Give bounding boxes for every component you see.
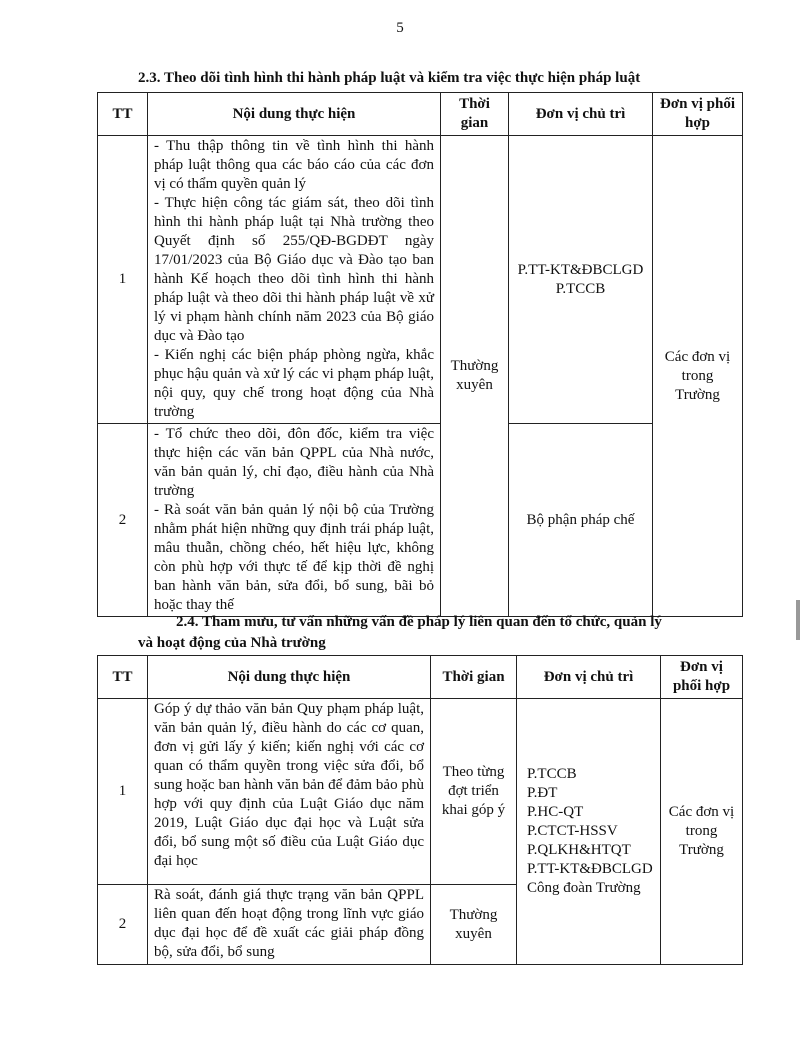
- lead-unit-item: P.TCCB: [555, 280, 606, 297]
- lead-unit-item: P.TCCB: [527, 766, 577, 782]
- row-tt: 2: [98, 424, 148, 617]
- row-time: Theo từng đợt triển khai góp ý: [431, 699, 517, 885]
- row-content: Góp ý dự thảo văn bản Quy phạm pháp luật, văn bản quản lý, điều hành do các cơ quan, đơn vị gửi lấy ý kiến; kiến nghị với các cơ quan có thẩm quyền trong việc sửa đổi, bổ sung hoặc ban hành văn bản để đảm bảo phù hợp với quy định của Luật Giáo dục năm 2019, Luật Giáo dục đại học và Luật sửa đổi, bổ sung một số điều của Luật Giáo dục đại học: [148, 699, 431, 885]
- header-coop-unit: Đơn vị phối hợp: [653, 93, 743, 136]
- row-tt: 2: [98, 885, 148, 965]
- row-lead-unit: [509, 424, 653, 617]
- header-tt: TT: [98, 93, 148, 136]
- lead-unit-item: P.TT-KT&ĐBCLGD: [517, 261, 644, 278]
- row-lead-unit: [509, 136, 653, 424]
- section-2-3-heading: 2.3. Theo dõi tình hình thi hành pháp luật và kiểm tra việc thực hiện pháp luật: [138, 70, 641, 86]
- table-row: [98, 699, 743, 885]
- header-time: Thời gian: [441, 93, 509, 136]
- lead-unit-item: P.QLKH&HTQT: [527, 842, 631, 858]
- section-2-4-table: [97, 655, 743, 965]
- row-tt: 1: [98, 136, 148, 424]
- lead-unit-item: P.TT-KT&ĐBCLGD: [527, 861, 653, 877]
- header-content: Nội dung thực hiện: [148, 93, 441, 136]
- content-paragraph: - Thu thập thông tin về tình hình thi hành pháp luật thông qua các báo cáo của các đơn vị có thẩm quyền quản lý: [154, 138, 434, 192]
- row-content: Rà soát, đánh giá thực trạng văn bản QPPL liên quan đến hoạt động trong lĩnh vực giáo dục đại học để đề xuất các giải pháp đồng bộ, sửa đổi, bổ sung: [148, 885, 431, 965]
- header-time: Thời gian: [431, 656, 517, 699]
- content-paragraph: - Rà soát văn bản quản lý nội bộ của Trường nhằm phát hiện những quy định trái pháp luật, mâu thuẫn, chồng chéo, hết hiệu lực, không còn phù hợp với thực tế để kịp thời đề nghị ban hành văn bản, sửa đổi, bổ sung, bãi bỏ hoặc thay thế: [154, 502, 434, 613]
- lead-unit-item: P.CTCT-HSSV: [527, 823, 618, 839]
- section-2-4-heading-line1: 2.4. Tham mưu, tư vấn những vấn đề pháp lý liên quan đến tổ chức, quản lý: [176, 614, 662, 630]
- header-coop-unit: Đơn vị phối hợp: [661, 656, 743, 699]
- table-row: [98, 136, 743, 424]
- row-tt: 1: [98, 699, 148, 885]
- content-paragraph: - Tổ chức theo dõi, đôn đốc, kiểm tra việc thực hiện các văn bản QPPL của Nhà nước, văn bản quản lý, chỉ đạo, điều hành của Nhà trường: [154, 426, 434, 499]
- lead-unit-item: P.HC-QT: [527, 804, 584, 820]
- row-content: [148, 136, 441, 424]
- header-tt: TT: [98, 656, 148, 699]
- lead-unit-item: Công đoàn Trường: [527, 880, 641, 896]
- row-coop-unit: Các đơn vị trong Trường: [653, 136, 743, 617]
- header-lead-unit: Đơn vị chủ trì: [517, 656, 661, 699]
- row-coop-unit: Các đơn vị trong Trường: [661, 699, 743, 965]
- row-time: Thường xuyên: [431, 885, 517, 965]
- section-2-3-table: [97, 92, 743, 617]
- header-lead-unit: Đơn vị chủ trì: [509, 93, 653, 136]
- row-time: Thường xuyên: [441, 136, 509, 617]
- lead-unit-item: Bộ phận pháp chế: [526, 511, 635, 528]
- section-2-4-heading-line2: và hoạt động của Nhà trường: [138, 635, 326, 651]
- lead-unit-item: P.ĐT: [527, 785, 558, 801]
- content-paragraph: - Kiến nghị các biện pháp phòng ngừa, khắc phục hậu quản và xử lý các vi phạm pháp luật, nội quy, quy chế trong hoạt động của Nhà trường: [154, 347, 434, 420]
- content-paragraph: - Thực hiện công tác giám sát, theo dõi tình hình thi hành pháp luật tại Nhà trường theo Quyết định số 255/QĐ-BGDĐT ngày 17/01/2023 của Bộ Giáo dục và Đào tạo ban hành Kế hoạch theo dõi tình hình thi hành pháp luật và theo dõi thi hành pháp luật về xử lý vi phạm hành chính năm 2023 của Bộ giáo dục và Đào tạo: [154, 195, 434, 344]
- header-content: Nội dung thực hiện: [148, 656, 431, 699]
- scrollbar-thumb[interactable]: [796, 600, 800, 640]
- table-row: [98, 424, 743, 617]
- row-content: [148, 424, 441, 617]
- row-lead-unit: [517, 699, 661, 965]
- page-number: 5: [396, 20, 404, 36]
